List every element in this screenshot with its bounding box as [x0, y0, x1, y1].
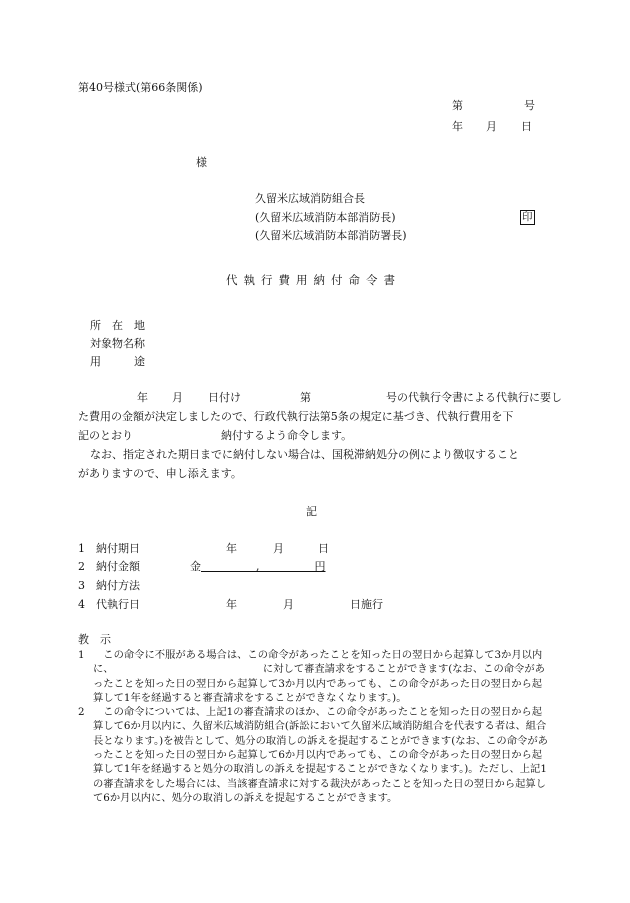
item-3-label: 納付方法 — [96, 579, 140, 592]
instruction-note-2 — [78, 705, 548, 805]
amount-field — [190, 561, 326, 572]
item-4-day: 日施行 — [350, 598, 383, 611]
item-1-month: 月 — [273, 542, 284, 555]
addressee-suffix: 様 — [196, 156, 207, 169]
form-label: 第40号様式(第66条関係) — [78, 81, 203, 94]
issuer-station-chief: (久留米広域消防本部消防署長) — [255, 229, 407, 242]
doc-number-prefix: 第 — [452, 99, 463, 112]
body-line1-rest: 号の代執行令書による代執行に要し — [386, 391, 562, 404]
item-1-day: 日 — [318, 542, 329, 555]
doc-number-suffix: 号 — [524, 99, 535, 112]
doc-date-day: 日 — [521, 120, 532, 133]
amount-yen: 円 — [314, 560, 326, 573]
doc-date-year: 年 — [452, 120, 463, 133]
item-4-label: 代執行日 — [96, 598, 140, 611]
item-1-year: 年 — [226, 542, 237, 555]
body-line2: た費用の金額が決定しましたので、行政代執行法第5条の規定に基づき、代執行費用を下 — [78, 410, 514, 423]
item-2-num: 2 — [78, 560, 85, 573]
doc-date-month: 月 — [486, 120, 497, 133]
body-para2-line2: がありますので、申し添えます。 — [78, 467, 242, 480]
note-2-text: この命令については、上記1の審査請求のほか、この命令があったことを知った日の翌日から起算して6か月以内に、久留米広域消防組合(訴訟において久留米広域消防組合を代表する者は、組合長となります。)を被告として、処分の取消しの訴えを提起することができます(なお、この命令があったことを知った日の翌日から起算して6か月以内であっても、この命令があった日の翌日から起算して1年を経過すると処分の取消しの訴えを提起することができなくなります。)。ただし、上記1の審査請求をした場合には、当該審査請求に対する裁決があったことを知った日の翌日から起算して6か月以内に、処分の取消しの訴えを提起することができます。 — [93, 706, 548, 804]
item-2-label: 納付金額 — [96, 560, 140, 573]
body-year: 年 — [137, 391, 148, 404]
body-line3-end: 納付するよう命令します。 — [221, 429, 353, 442]
issuer-name: 久留米広域消防組合長 — [255, 192, 365, 205]
amount-comma: , — [256, 560, 260, 573]
body-line3-start: 記のとおり — [78, 429, 133, 442]
ki-heading: 記 — [306, 505, 317, 518]
seal-mark — [520, 210, 535, 225]
note-2-num: 2 — [78, 706, 85, 719]
body-month: 月 — [172, 391, 183, 404]
item-4-num: 4 — [78, 598, 85, 611]
item-1-label: 納付期日 — [96, 542, 140, 555]
amount-blank-1 — [201, 560, 256, 573]
note-1-text: この命令に不服がある場合は、この命令があったことを知った日の翌日から起算して3か月以内に、 に対して審査請求をすることができます(なお、この命令があったことを知った日の翌日から起算して3か月以内であっても、この命令があった日の翌日から起算して1年を経過すると審査請求をすることができなくなります。)。 — [93, 649, 545, 704]
body-date: 日付け — [208, 391, 241, 404]
item-4-year: 年 — [226, 598, 237, 611]
location-label: 所 在 地 — [90, 319, 145, 332]
item-1-num: 1 — [78, 542, 85, 555]
note-1-num: 1 — [78, 649, 85, 661]
object-name-label: 対象物名称 — [90, 337, 145, 350]
instruction-notes — [78, 648, 548, 805]
body-para2-line1: なお、指定された期日までに納付しない場合は、国税滞納処分の例により徴収すること — [90, 448, 519, 461]
amount-kin: 金 — [190, 560, 201, 573]
instruction-note-1 — [78, 648, 548, 705]
amount-blank-2 — [260, 560, 315, 573]
instruction-heading: 教 示 — [78, 633, 111, 646]
seal-text: 印 — [522, 211, 533, 223]
body-dai: 第 — [300, 391, 311, 404]
issuer-chief: (久留米広域消防本部消防長) — [255, 211, 396, 224]
item-3-num: 3 — [78, 579, 85, 592]
usage-label: 用 途 — [90, 355, 145, 368]
item-4-month: 月 — [283, 598, 294, 611]
document-title: 代執行費用納付命令書 — [226, 273, 401, 287]
